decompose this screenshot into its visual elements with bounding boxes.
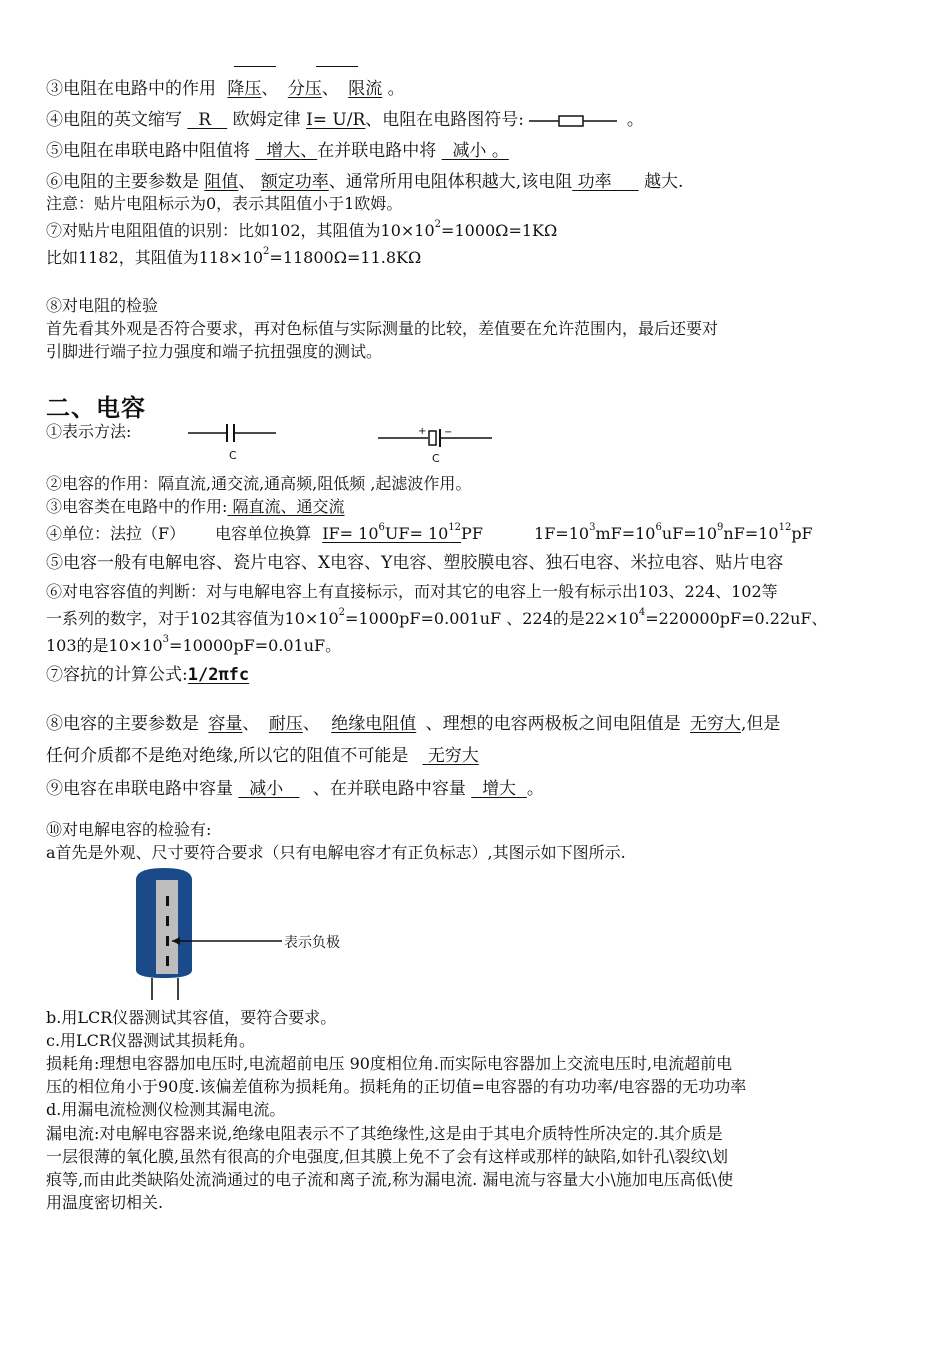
answer-insulation: 绝缘电阻值: [331, 714, 417, 734]
cap-symbol-c-label: C: [229, 449, 237, 462]
symbol-label: 、电阻在电路图符号:: [365, 110, 525, 130]
answer-power: 功率: [577, 172, 612, 192]
answer-cap-series: 减小: [249, 779, 284, 799]
loss-angle-1: 损耗角:理想电容器加电压时,电流超前电压 90度相位角.而实际电容器加上交流电压时,电流超前电: [46, 1054, 733, 1073]
leakage-4: 用温度密切相关.: [46, 1193, 164, 1212]
inspection-d: d.用漏电流检测仪检测其漏电流。: [46, 1100, 286, 1119]
cap-series-line: ⑨电容在串联电路中容量 减小 、在并联电路中容量 增大 。: [46, 779, 544, 799]
negative-pole-label: 表示负极: [284, 935, 340, 951]
blank-underline-2: [316, 66, 358, 67]
label: ③电阻在电路中的作用: [46, 79, 216, 99]
inspection-c: c.用LCR仪器测试其损耗角。: [46, 1031, 255, 1050]
inspection-text-1: 首先看其外观是否符合要求，再对色标值与实际测量的比较，差值要在允许范围内，最后还要对: [46, 319, 719, 338]
svg-text:−: −: [444, 427, 453, 438]
inspection-a: a首先是外观、尺寸要符合要求（只有电解电容才有正负标志）,其图示如下图所示.: [46, 843, 626, 862]
svg-text:+: +: [418, 426, 427, 437]
unit-chain: $1F=10^3mF=10^6uF=10^9nF=10^{12}pF$: [534, 521, 813, 543]
unit-conversion: $IF= 10^6UF= 10^{12}$: [322, 521, 462, 543]
cap-value-line-1: ⑥对电容容值的判断：对与电解电容上有直接标示，而对其它的电容上一般有标示出103、224、102等: [46, 582, 778, 601]
label: ④电阻的英文缩写: [46, 110, 182, 130]
cap-symbol-label: ①表示方法:: [46, 422, 132, 441]
answer-limit: 限流: [348, 79, 383, 99]
cap-value-line-2: 一系列的数字，对于102其容值为$10\times 10^2=1000pF=0.001uF$ 、224的是$22\times 10^4=220000pF=0.22uF$、: [46, 606, 828, 628]
reactance-formula: 1/2πfc: [187, 665, 250, 685]
cap-function-line: ②电容的作用：隔直流,通交流,通高频,阻低频 ,起滤波作用。: [46, 474, 472, 493]
cap-value-line-3: 103的是$10\times 10^3=10000pF=0.01uF$。: [46, 633, 342, 655]
answer-voltage: 耐压: [268, 714, 303, 734]
answer-cap-role: 隔直流、通交流: [232, 497, 345, 516]
answer-divide: 分压: [287, 79, 322, 99]
electrolytic-inspection-title: ⑩对电解电容的检验有:: [46, 820, 212, 839]
parallel-label: 在并联电路中将: [317, 141, 437, 161]
resistor-role-line: ③电阻在电路中的作用 降压、 分压、 限流 。: [46, 79, 405, 99]
leakage-1: 漏电流:对电解电容器来说,绝缘电阻表示不了其绝缘性,这是由于其电介质特性所决定的.其介质是: [46, 1124, 723, 1143]
answer-infinite: 无穷大: [690, 714, 742, 734]
answer-rated-power: 额定功率: [260, 172, 329, 192]
note-smd-zero: 注意：贴片电阻标示为0，表示其阻值小于1欧姆。: [46, 194, 403, 213]
cap-types-line: ⑤电容一般有电解电容、瓷片电容、X电容、Y电容、塑胶膜电容、独石电容、米拉电容、贴片电容: [46, 553, 784, 573]
reactance-line: ⑦容抗的计算公式:1/2πfc: [46, 665, 250, 685]
electrolytic-capacitor-symbol-icon: [378, 426, 494, 452]
ohm-law-label: 欧姆定律: [232, 110, 301, 130]
capacitor-symbol-icon: [188, 422, 278, 446]
resistor-params-line: ⑥电阻的主要参数是 阻值、 额定功率、通常所用电阻体积越大,该电阻 功率 越大.: [46, 172, 684, 192]
resistor-abbr-line: ④电阻的英文缩写 R 欧姆定律 I= U/R、电阻在电路图符号: 。: [46, 110, 644, 130]
label-end: 越大.: [644, 172, 684, 192]
section-heading-capacitor: 二、电容: [46, 394, 146, 422]
answer-abbr: R: [198, 110, 212, 130]
leakage-2: 一层很薄的氧化膜,虽然有很高的介电强度,但其膜上免不了会有这样或那样的缺陷,如针孔\裂纹\划: [46, 1147, 729, 1166]
answer-resistance: 阻值: [204, 172, 239, 192]
answer-series: 增大、: [266, 141, 318, 161]
loss-angle-2: 压的相位角小于90度.该偏差值称为损耗角。损耗角的正切值=电容器的有功功率/电容器的无功功率: [46, 1077, 747, 1096]
leakage-3: 痕等,而由此类缺陷处流淌通过的电子流和离子流,称为漏电流. 漏电流与容量大小\施加电压高低\使: [46, 1170, 734, 1189]
answer-parallel: 减小 。: [452, 141, 509, 161]
label-mid: 、通常所用电阻体积越大,该电阻: [328, 172, 573, 192]
answer-step-down: 降压: [227, 79, 262, 99]
blank-underline-1: [234, 66, 276, 67]
cap-unit-line: ④单位：法拉（F） 电容单位换算 $IF= 10^6UF= 10^{12}PF$ $1F=10^3mF=10^6uF=10^9nF=10^{12}pF$: [46, 521, 813, 543]
inspection-text-2: 引脚进行端子拉力强度和端子抗扭强度的测试。: [46, 342, 383, 361]
inspection-b: b.用LCR仪器测试其容值，要符合要求。: [46, 1008, 337, 1027]
label: ⑥电阻的主要参数是: [46, 172, 199, 192]
answer-cap-parallel: 增大: [482, 779, 517, 799]
smd-example-1: ⑦对贴片电阻阻值的识别：比如102，其阻值为$10\times 10^2=1000\Omega=1K\Omega$: [46, 218, 558, 240]
cap-params-line-2: 任何介质都不是绝对绝缘,所以它的阻值不可能是 无穷大: [46, 746, 479, 766]
resistor-series-line: [46, 141, 509, 161]
resistor-symbol-icon: [529, 114, 621, 128]
answer-capacity: 容量: [208, 714, 243, 734]
cap-role-line: ③电容类在电路中的作用: 隔直流、通交流: [46, 497, 345, 516]
answer-infinite-2: 无穷大: [427, 746, 479, 766]
electrolytic-symbol-c-label: C: [432, 452, 440, 465]
inspection-title: ⑧对电阻的检验: [46, 296, 159, 315]
answer-ohm-law: I= U/R: [306, 110, 366, 130]
cap-params-line: ⑧电容的主要参数是 容量、 耐压、 绝缘电阻值 、理想的电容两极板之间电阻值是 无穷大,但是: [46, 714, 781, 734]
label: ⑤电阻在串联电路中阻值将: [46, 141, 250, 161]
smd-example-2: 比如1182，其阻值为$118\times 10^2=11800\Omega=11.8K\Omega$: [46, 245, 422, 267]
